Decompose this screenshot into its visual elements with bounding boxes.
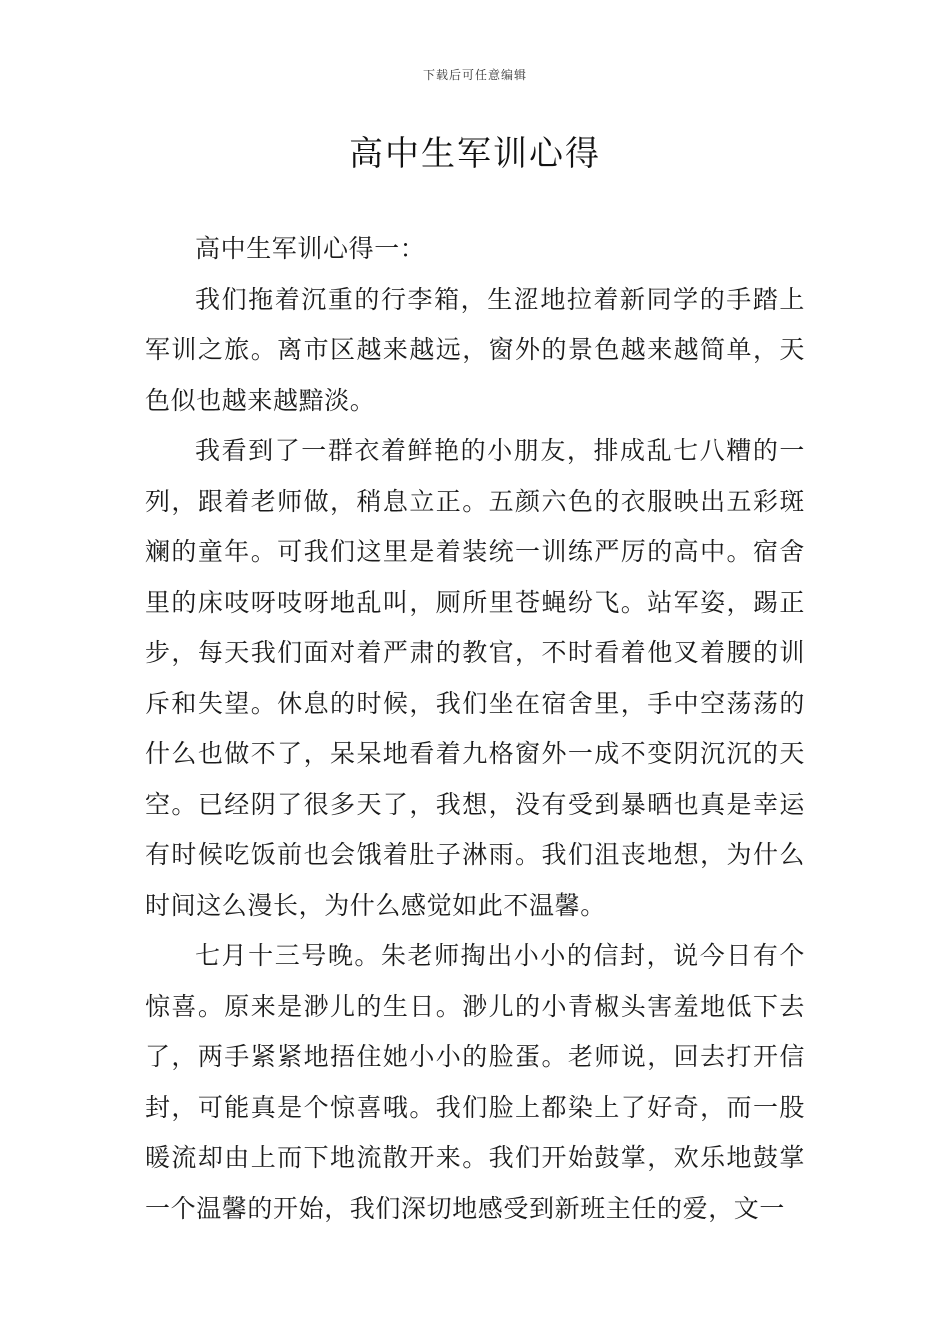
document-title: 高中生军训心得	[349, 134, 601, 174]
header-note: 下载后可任意编辑	[422, 68, 527, 82]
paragraph: 我看到了一群衣着鲜艳的小朋友，排成乱七八糟的一列，跟着老师做，稍息立正。五颜六色的衣服映出五彩斑斓的童年。可我们这里是着装统一训练严厉的高中。宿舍里的床吱呀吱呀地乱叫，厕所里苍蝇纷飞。站军姿，踢正步，每天我们面对着严肃的教官，不时看着他叉着腰的训斥和失望。休息的时候，我们坐在宿舍里，手中空荡荡的什么也做不了，呆呆地看着九格窗外一成不变阴沉沉的天空。已经阴了很多天了，我想，没有受到暴晒也真是幸运有时候吃饭前也会饿着肚子淋雨。我们沮丧地想，为什么时间这么漫长，为什么感觉如此不温馨。	[145, 436, 805, 920]
paragraph: 我们拖着沉重的行李箱，生涩地拉着新同学的手踏上军训之旅。离市区越来越远，窗外的景色越来越简单，天色似也越来越黯淡。	[145, 284, 805, 415]
document-body	[145, 224, 805, 1234]
paragraph-heading: 高中生军训心得一：	[195, 234, 426, 263]
paragraph: 七月十三号晚。朱老师掏出小小的信封，说今日有个惊喜。原来是渺儿的生日。渺儿的小青椒头害羞地低下去了，两手紧紧地捂住她小小的脸蛋。老师说，回去打开信封，可能真是个惊喜哦。我们脸上都染上了好奇，而一股暖流却由上而下地流散开来。我们开始鼓掌，欢乐地鼓掌一个温馨的开始，我们深切地感受到新班主任的爱，文一	[145, 941, 805, 1223]
